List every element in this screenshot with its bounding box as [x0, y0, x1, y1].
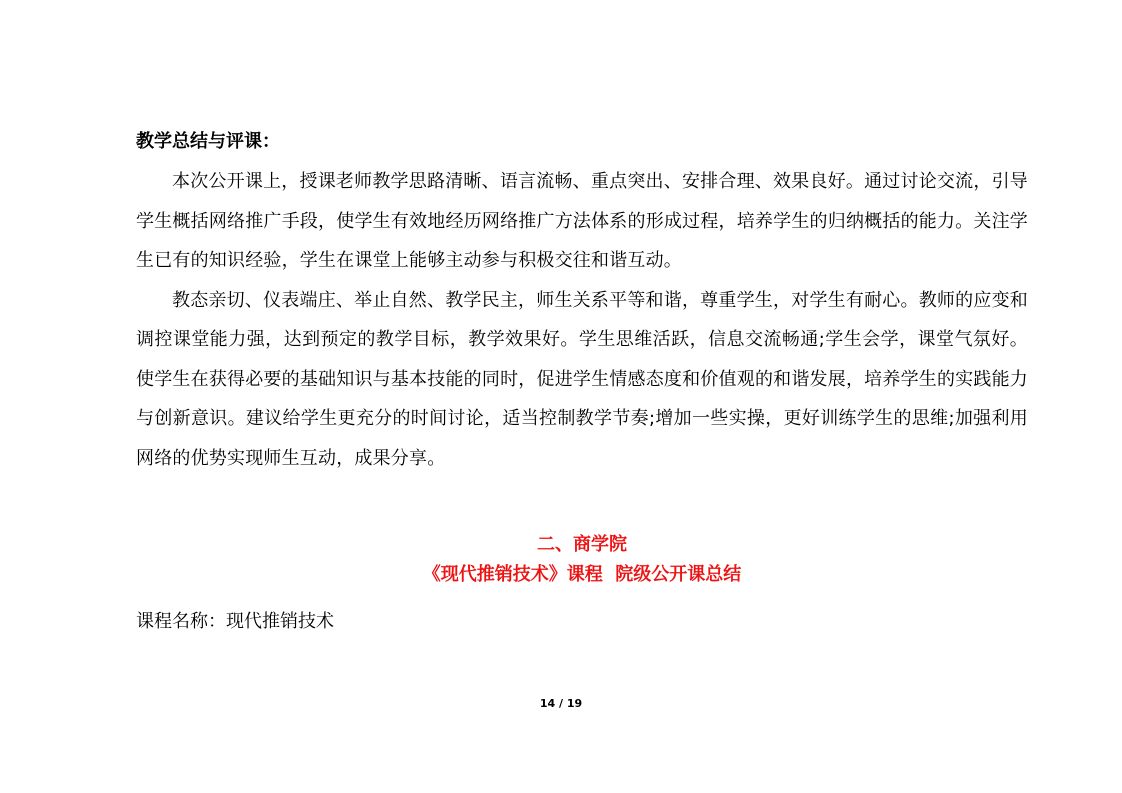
page-content — [136, 122, 1028, 642]
summary-paragraph-2: 教态亲切、仪表端庄、举止自然、教学民主，师生关系平等和谐，尊重学生，对学生有耐心。教师的应变和调控课堂能力强，达到预定的教学目标，教学效果好。学生思维活跃，信息交流畅通;学生会学，课堂气氛好。使学生在获得必要的基础知识与基本技能的同时，促进学生情感态度和价值观的和谐发展，培养学生的实践能力与创新意识。建议给学生更充分的时间讨论，适当控制教学节奏;增加一些实操，更好训练学生的思维;加强利用网络的优势实现师生互动，成果分享。 — [136, 289, 1028, 469]
course-name-line: 课程名称：现代推销技术 — [136, 611, 334, 632]
section-title: 二、商学院 — [537, 534, 627, 555]
summary-heading: 教学总结与评课： — [136, 131, 280, 152]
section-subtitle: 《现代推销技术》课程 院级公开课总结 — [422, 564, 742, 585]
page-number: 14 / 19 — [539, 697, 583, 710]
section-spacer — [136, 478, 1028, 530]
title-spacer — [136, 590, 1028, 602]
summary-paragraph-1: 本次公开课上，授课老师教学思路清晰、语言流畅、重点突出、安排合理、效果良好。通过讨论交流，引导学生概括网络推广手段，使学生有效地经历网络推广方法体系的形成过程，培养学生的归纳概括的能力。关注学生已有的知识经验，学生在课堂上能够主动参与积极交往和谐互动。 — [136, 171, 1028, 271]
